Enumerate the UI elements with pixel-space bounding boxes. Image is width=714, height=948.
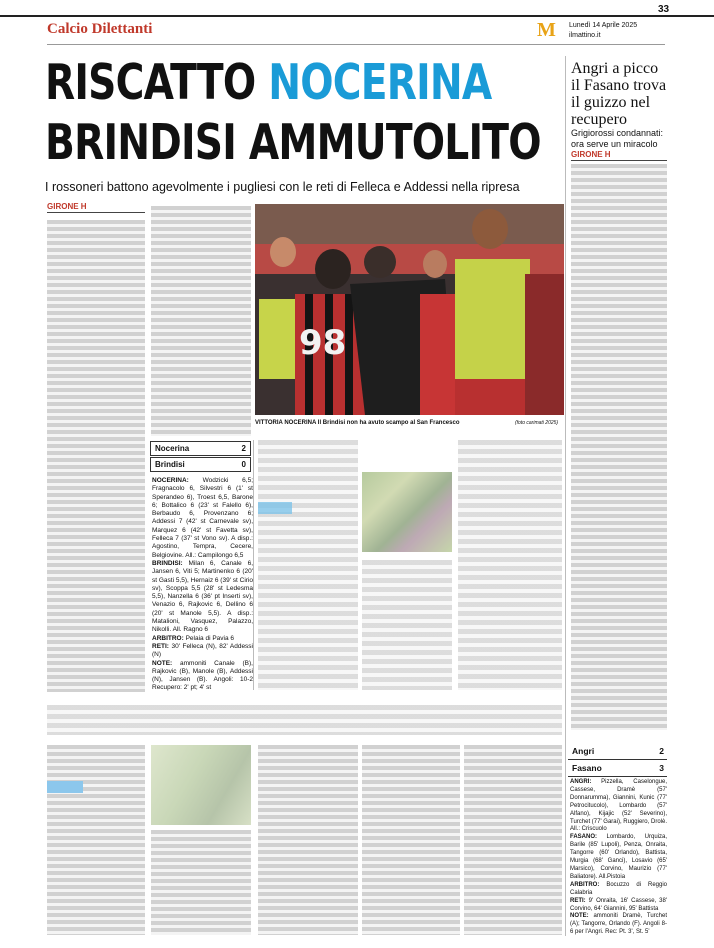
site-url: ilmattino.it: [569, 32, 601, 39]
nocerina-label: NOCERINA:: [152, 477, 189, 484]
girone-label: GIRONE H: [47, 202, 145, 213]
sidebar-body-text-blurred: [571, 164, 667, 730]
header-rule: [47, 44, 665, 45]
column-rule: [253, 440, 254, 690]
subheadline: I rossoneri battono agevolmente i pugliesi con le reti di Felleca e Addessi nella ripresa: [45, 180, 520, 194]
sidebar-away-team: Fasano: [572, 763, 602, 773]
brindisi-lineup: Milan 6, Canale 6, Jansen 6, Viti 5; Martinenko 6 (20' st Gasti 5,5), Hernaiz 6 (39' st Cirio sv), Scoppa 5,5 (28' st Ledesma 5,5), Nanzella 6 (36' pt Inserti sv), Venazio 6, Rajkovic 6, Dellino 6 (20' st Manole 5,5). A disp.: Matalioni, Vasquez, Palazzo, Nikolli. All. Ragno 6: [152, 559, 254, 634]
sidebar-reti: 9' Onraita, 16' Cassese, 38' Corvino, 64' Giannini, 95' Battista: [570, 897, 667, 912]
match-photo: [255, 204, 564, 415]
blurred-block-a: [258, 440, 358, 690]
away-team: Brindisi: [155, 460, 185, 469]
newspaper-logo: M: [537, 19, 556, 41]
top-rule: [0, 15, 714, 17]
sidebar-note-label: NOTE:: [570, 913, 589, 920]
photo-credit: (foto carimati 2025): [515, 420, 559, 426]
blurred-block-e: [151, 830, 251, 935]
sidebar-arbitro-label: ARBITRO:: [570, 881, 600, 888]
sidebar-match-table: [570, 779, 667, 937]
reti: 30' Felleca (N), 82' Addessi (N): [152, 642, 254, 659]
sidebar-arbitro: Bocuzzo di Reggio Calabria: [570, 881, 668, 896]
blurred-headline: [47, 705, 562, 735]
sidebar-girone-label: GIRONE H: [571, 150, 667, 161]
sidebar-headline: Angri a picco il Fasano trova il guizzo nel recupero: [571, 60, 667, 128]
blurred-accent-b: [47, 781, 83, 793]
arbitro-label: ARBITRO:: [152, 634, 184, 642]
headline-line-2: BRINDISI AMMUTOLITO: [45, 114, 541, 171]
arbitro: Pelaia di Pavia 6: [185, 634, 235, 642]
blurred-block-c: [458, 440, 562, 690]
away-score: 0: [241, 460, 246, 469]
brindisi-label: BRINDISI:: [152, 559, 183, 567]
sidebar-away-score: 3: [659, 763, 664, 773]
jersey-number: 98: [299, 323, 347, 363]
column-divider: [565, 56, 566, 936]
sidebar-home-score: 2: [659, 746, 664, 756]
celebration-photo-illustration: [255, 204, 564, 415]
blurred-accent-a: [258, 502, 292, 514]
home-score: 2: [241, 444, 246, 453]
fasano-lineup: Lombardo, Urquiza, Barile (85' Lupoli), Penza, Onraita, Tangorre (60' Orlando), Battista, Murgia (68' Ganci), Losavio (65' Marsico), Corvino, Maurizio (77' Baliatore). All.Pistoia: [570, 834, 667, 880]
blurred-block-f: [258, 745, 358, 935]
reti-label: RETI:: [152, 642, 169, 650]
home-score-row: [150, 441, 251, 456]
away-score-row: [150, 457, 251, 472]
blurred-image-a: [362, 472, 452, 552]
sidebar-home-team: Angri: [572, 746, 595, 756]
section-title: Calcio Dilettanti: [47, 21, 153, 37]
blurred-block-b: [362, 560, 452, 690]
blurred-block-h: [464, 745, 562, 935]
sidebar-away-score-row: [568, 760, 667, 777]
blurred-block-g: [362, 745, 460, 935]
blurred-image-b: [151, 745, 251, 825]
headline-part-1: RISCATTO: [45, 54, 269, 111]
headline-highlight: NOCERINA: [268, 54, 492, 111]
home-team: Nocerina: [155, 444, 190, 453]
note-label: NOTE:: [152, 659, 173, 667]
page-number: 33: [658, 4, 670, 15]
match-table: [152, 477, 253, 693]
article-column-2-blurred: [151, 206, 251, 436]
headline-line-1: [45, 54, 492, 112]
note: ammoniti Canale (B), Rajkovic (B), Manole (B), Addessi (N), Jansen (B). Angoli: 10-2 Recupero: 2' pt; 4' st: [152, 659, 253, 692]
angri-label: ANGRI:: [570, 779, 592, 785]
sidebar-reti-label: RETI:: [570, 897, 586, 904]
issue-date: Lunedì 14 Aprile 2025: [569, 22, 638, 29]
sidebar-home-score-row: [568, 743, 667, 760]
blurred-block-d: [47, 745, 145, 935]
fasano-label: FASANO:: [570, 834, 597, 841]
sidebar-note: ammoniti Dramè, Turchet (A); Tangorre, Orlando (F). Angoli 8-6 per l'Angri. Rec: Pt. 3', St. 5': [570, 913, 668, 936]
article-column-1-blurred: [47, 220, 145, 692]
photo-caption: VITTORIA NOCERINA Il Brindisi non ha avuto scampo al San Francesco: [255, 420, 460, 426]
nocerina-lineup: Wodzicki 6,5; Fragnacolo 6, Silvestri 6 (1' st Sperandeo 6), Troest 6,5, Barone 6; Bottalico 6 (23' st Falello 6), Berbaudo 6, Provenzano 6; Addessi 7 (42' st Carnevale sv), Marquez 6 (42' st Favetta sv), Felleca 7 (37' st Vono sv). A disp.: Agostino, Tempra, Cecere, Belgiovine. All.: Campilongo 6,5: [152, 477, 253, 559]
angri-lineup: Pizzella, Caselongue, Cassese, Dramè (57' Donnarumma), Giannini, Kunic (77' Petrocitucolo), Lombardo (57' Alfano), Kijajic (52' Severino), Turchet (77' Garai), Ruggiero, Drolè. All.: Criscuolo: [570, 779, 667, 833]
sidebar-subheadline: Grigiorossi condannati: ora serve un miracolo: [571, 128, 664, 149]
